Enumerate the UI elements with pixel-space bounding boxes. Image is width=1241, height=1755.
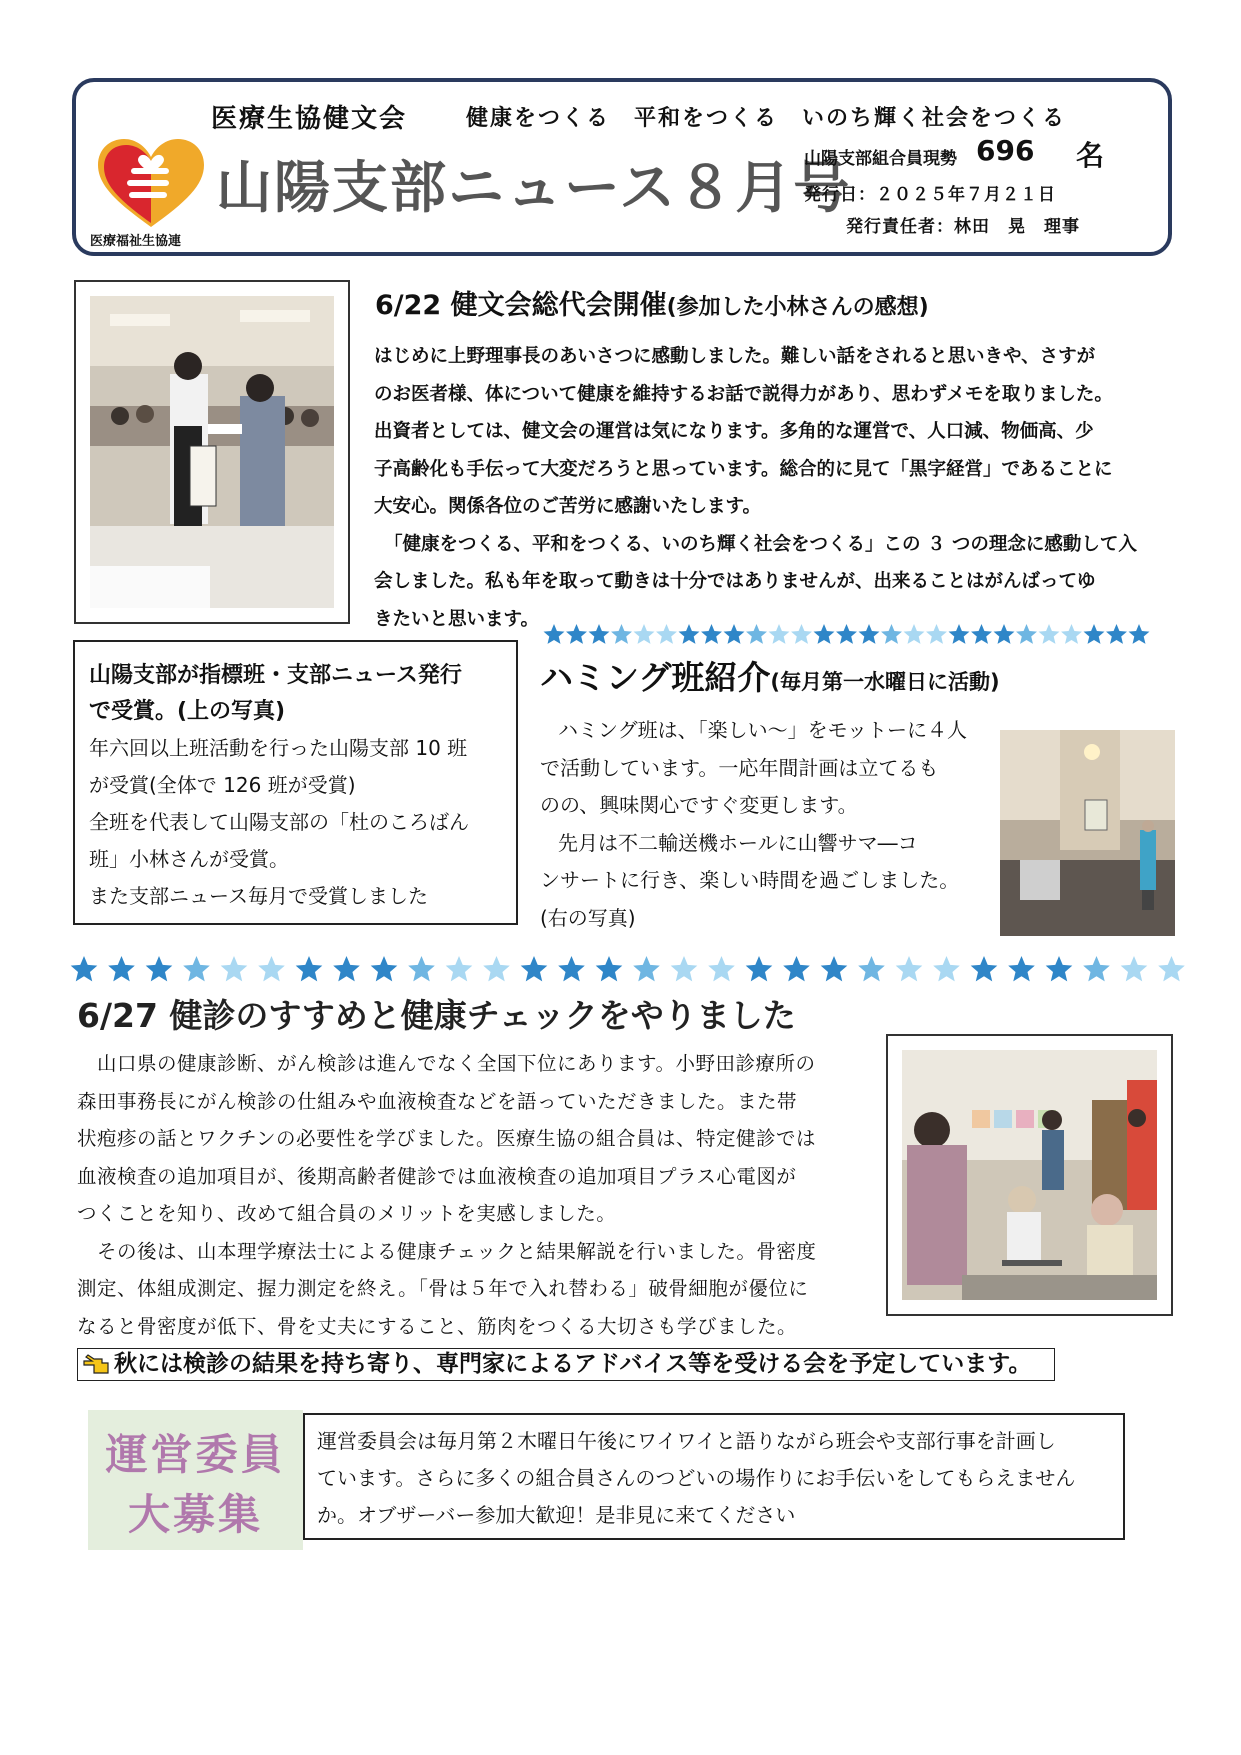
organization-name: 医療生協健文会 [211, 104, 408, 134]
logo-caption: 医療福祉生協連 [90, 234, 182, 249]
award-ceremony-photo [74, 280, 350, 624]
article1-line: きたいと思います。 [374, 608, 540, 630]
heart-hands-logo-icon [96, 137, 206, 232]
article1-body [374, 338, 1174, 638]
article3-line: つくことを知り、改めて組合員のメリットを実感しました。 [77, 1202, 617, 1225]
star-icon [746, 956, 773, 981]
award-body [89, 730, 514, 915]
star-icon [544, 624, 565, 644]
star-icon [783, 956, 810, 981]
star-icon [971, 624, 992, 644]
star-icon [258, 956, 285, 981]
newsletter-title: 山陽支部ニュース８月号 [216, 156, 852, 221]
article3-heading: 6/27 健診のすすめと健康チェックをやりました [77, 996, 796, 1035]
star-icon [679, 624, 700, 644]
members-unit: 名 [1076, 139, 1105, 172]
article1-line: 会しました。私も年を取って動きは十分ではありませんが、出来ることはがんばってゆ [374, 571, 1096, 592]
humming-heading [540, 652, 1000, 699]
article1-heading-main: 6/22 健文会総代会開催 [375, 290, 667, 321]
star-icon [971, 956, 998, 981]
upcoming-event-notice [77, 1348, 1055, 1381]
star-icon [71, 956, 98, 981]
article3-line: 山口県の健康診断、がん検診は進んでなく全国下位にあります。小野田診療所の [97, 1052, 816, 1075]
humming-heading-main: ハミング班紹介 [540, 658, 771, 697]
award-line: 全班を代表して山陽支部の「杜のころばん [89, 810, 469, 834]
award-line: が受賞(全体で 126 班が受賞) [89, 773, 356, 797]
star-icon [814, 624, 835, 644]
article3-line: 血液検査の追加項目が、後期高齢者健診では血液検査の追加項目プラス心電図が [77, 1164, 797, 1188]
issue-date: 発行日：２０２５年７月２１日 [804, 185, 1056, 205]
star-icon [1083, 956, 1110, 981]
humming-line: ハミング班は、「楽しい～」をモットーに４人 [558, 718, 967, 742]
star-icon [296, 956, 323, 981]
recruit-line: 運営委員会は毎月第２木曜日午後にワイワイと語りながら班会や支部行事を計画し [317, 1429, 1056, 1453]
star-icon [896, 956, 923, 981]
article3-line: その後は、山本理学療法士による健康チェックと結果解説を行いました。骨密度 [97, 1239, 817, 1263]
award-line: 年六回以上班活動を行った山陽支部 10 班 [89, 736, 468, 760]
star-icon [1158, 956, 1185, 981]
star-icon [446, 956, 473, 981]
recruit-box [303, 1413, 1125, 1540]
article3-line: 状疱疹の話とワクチンの必要性を学びました。医療生協の組合員は、特定健診では [77, 1127, 817, 1150]
star-icon [566, 624, 587, 644]
newsletter-header [72, 78, 1172, 256]
article1-line: 子高齢化も手伝って大変だろうと思っています。総合的に見て「黒字経営」であることに [374, 458, 1113, 480]
star-icon [1129, 624, 1150, 644]
star-icon [904, 624, 925, 644]
recruit-label-box [88, 1410, 303, 1550]
star-icon [183, 956, 210, 981]
humming-heading-sub: (毎月第一水曜日に活動) [770, 670, 1000, 694]
star-icon [1121, 956, 1148, 981]
star-icon [821, 956, 848, 981]
star-icon [483, 956, 510, 981]
star-icon [371, 956, 398, 981]
health-check-photo [886, 1034, 1173, 1316]
star-icon [858, 956, 885, 981]
star-divider-middle [70, 953, 1185, 987]
star-icon [859, 624, 880, 644]
award-heading-line: で受賞。(上の写真) [89, 699, 286, 724]
humming-line: のの、興味関心ですぐ変更します。 [540, 793, 858, 817]
star-icon [333, 956, 360, 981]
star-icon [408, 956, 435, 981]
star-icon [881, 624, 902, 644]
award-heading-line: 山陽支部が指標班・支部ニュース発行 [89, 663, 462, 688]
star-icon [836, 624, 857, 644]
star-icon [724, 624, 745, 644]
star-icon [1106, 624, 1127, 644]
concert-hall-photo [1000, 730, 1175, 936]
article1-heading [375, 283, 929, 322]
star-icon [521, 956, 548, 981]
star-icon [1061, 624, 1082, 644]
recruit-line: か。オブザーバー参加大歓迎！是非見に来てください [317, 1503, 796, 1527]
star-icon [596, 956, 623, 981]
star-icon [108, 956, 135, 981]
recruit-label-line1: 運営委員 [105, 1430, 286, 1479]
publisher: 発行責任者：林田 晃 理事 [846, 217, 1080, 237]
star-icon [1046, 956, 1073, 981]
recruit-line: ています。さらに多くの組合員さんのつどいの場作りにお手伝いをしてもらえません [317, 1466, 1076, 1490]
humming-line: (右の写真) [540, 905, 636, 930]
award-line: 班」小林さんが受賞。 [89, 847, 289, 871]
star-icon [558, 956, 585, 981]
motto: 健康をつくる 平和をつくる いのち輝く社会をつくる [466, 106, 1067, 131]
article1-heading-sub: (参加した小林さんの感想) [666, 295, 929, 320]
members-label: 山陽支部組合員現勢 [804, 149, 957, 169]
star-icon [1084, 624, 1105, 644]
star-icon [589, 624, 610, 644]
award-heading [89, 658, 509, 730]
article3-line: 森田事務長にがん検診の仕組みや血液検査などを語っていただきました。また帯 [77, 1089, 798, 1113]
article3-body [77, 1045, 867, 1345]
article1-line: はじめに上野理事長のあいさつに感動しました。難しい話をされると思いきや、さすが [374, 346, 1096, 367]
star-icon [708, 956, 735, 981]
star-icon [701, 624, 722, 644]
humming-line: ンサートに行き、楽しい時間を過ごしました。 [540, 868, 960, 892]
star-icon [769, 624, 790, 644]
humming-line: で活動しています。一応年間計画は立てるも [540, 755, 939, 780]
award-line: また支部ニュース毎月で受賞しました [89, 884, 428, 908]
star-icon [949, 624, 970, 644]
article3-line: 測定、体組成測定、握力測定を終え。「骨は５年で入れ替わる」破骨細胞が優位に [77, 1277, 809, 1300]
pointing-hand-icon [82, 1351, 112, 1386]
star-icon [146, 956, 173, 981]
star-icon [926, 624, 947, 644]
star-icon [746, 624, 767, 644]
star-icon [1016, 624, 1037, 644]
star-icon [671, 956, 698, 981]
star-icon [994, 624, 1015, 644]
humming-body [540, 712, 980, 937]
humming-line: 先月は不二輸送機ホールに山響サマ―コ [558, 830, 918, 855]
star-icon [633, 956, 660, 981]
article3-line: なると骨密度が低下、骨を丈夫にすること、筋肉をつくる大切さも学びました。 [77, 1314, 798, 1338]
members-count: 696 [976, 134, 1035, 167]
star-divider-top [543, 622, 1163, 648]
star-icon [634, 624, 655, 644]
star-icon [656, 624, 677, 644]
article1-line: 出資者としては、健文会の運営は気になります。多角的な運営で、人口減、物価高、少 [374, 421, 1094, 442]
star-icon [221, 956, 248, 981]
recruit-label-line2: 大募集 [127, 1490, 263, 1539]
star-icon [791, 624, 812, 644]
article1-line: のお医者様、体について健康を維持するお話で説得力があり、思わずメモを取りました。 [374, 383, 1113, 405]
award-box [73, 640, 518, 925]
star-icon [1039, 624, 1060, 644]
recruit-body [317, 1423, 1117, 1534]
star-icon [1008, 956, 1035, 981]
article1-line: 大安心。関係各位のご苦労に感謝いたします。 [374, 496, 762, 517]
star-icon [611, 624, 632, 644]
article1-line: 「健康をつくる、平和をつくる、いのち輝く社会をつくる」この ３ つの理念に感動して入 [384, 533, 1137, 555]
star-icon [933, 956, 960, 981]
notice-text: 秋には検診の結果を持ち寄り、専門家によるアドバイス等を受ける会を予定しています。 [114, 1351, 1032, 1377]
